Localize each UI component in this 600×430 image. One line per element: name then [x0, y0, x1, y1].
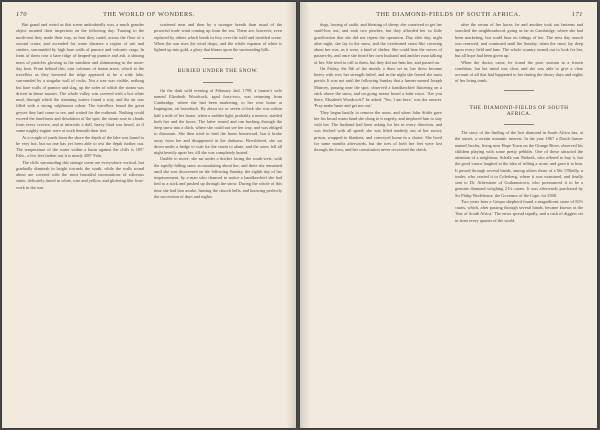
- gutter-shadow: [300, 2, 310, 428]
- paragraph: dogs, lowing of cattle, and bleating of sheep; she contrived to get her snuff-box out, and took two pinches, but they afforded her so little gratification that she did not repeat the operation. Day after day, night after night, she lay in the snow, and the overheated straw-like covering about her was, as it were, a kind of shelter. She could hear the voices of passers-by, and once she heard her own husband and another man talking of her. She tried to call to them, but they did not hear her, and passed on.: [314, 22, 442, 65]
- section-divider: [504, 90, 534, 91]
- page-number: 171: [571, 11, 583, 18]
- paragraph: On the dark wild evening of February 2nd, 1799, a farmer's wife named Elizabeth Woodcock, aged forty-two, was returning from Cambridge, where she had been marketing, to her own home at Impington, on horseback. By about six or seven o'clock she was within half a mile of her home, when a sudden light, probably a meteor, startled both her and the horse. The latter reared and ran backing through the deep snow into a ditch, where she could not see her way, and was obliged to dismount. She then tried to lead the horse homeward, but it broke away from her and disappeared in the darkness. Bewildered, she sat down under a hedge to wait for the storm to abate, and the snow fell all night heavily upon her, till she was completely buried.: [154, 87, 282, 155]
- right-page-header: [314, 11, 583, 21]
- text-column-1: [16, 22, 144, 422]
- section-divider: [504, 124, 534, 125]
- page-number: 170: [16, 11, 28, 18]
- paragraph: The cliffs surrounding this strange scene are everywhere vertical, but gradually diminish in height towards the south, while the walls round about are covered with the most beautiful incrustations of siliceous sinter, delicately tinted in white, rose and yellow, and glittering like frost-work in the sun.: [16, 159, 144, 190]
- section-divider: [203, 82, 233, 83]
- section-title-line: THE DIAMOND-FIELDS OF SOUTH: [469, 104, 569, 111]
- section-title: BURIED UNDER THE SNOW.: [177, 68, 259, 75]
- paragraph: But grand and weird as this scene undoubtedly was, a much grander object awaited their inspection on the following day. Turning to the north-east they made their way, as best they could, across the floor of a second crater, and ascended for some distance a region of ash and cinders, surrounded by high bare walls of pumice and volcanic crags. In front of them rose a bare ridge of heaped-up pumice and ash, a shining mass of particles glowing in the sunshine and shimmering in the noon-day heat. From behind this, vast columns of steam arose, which to the travellers as they breasted the ridge appeared to be a wide lake, surrounded by a singular wall of rocks. Not a tree was visible, nothing but bare walls of pumice and slag, up the sides of which the steam was driven in dense masses. The whole valley was covered with a hot white mud, through which the steaming waters found a way, and the air was filled with a strong sulphurous odour. The travellers found the great geyser they had come to see, and waited for the outbreak. Nothing could exceed the loneliness and desolation of the spot; the steam rose in clouds from every crevice, and at intervals a dull, heavy thud was heard, as if some mighty engine were at work beneath their feet.: [16, 22, 144, 134]
- paragraph: They began hastily to remove the snow, and when John Stittle gave her his broad warm hand she clung to it eagerly, and implored him to stay with her. The husband had been asking for her in every direction, and was fetched with all speed; she was lifted tenderly out of her snowy prison, wrapped in blankets, and conveyed home in a chaise. She lived for some months afterwards, but the toes of both her feet were lost through the frost, and her constitution never recovered the shock.: [314, 109, 442, 152]
- paragraph: scattered near and then by a stronger breath than usual of the powerful trade wind coming up from the sea. These are, however, even replaced by others which break in fury over the wild and troubled scene. When the sun rises the wind drops, and the whole expanse of white is lighted up into gold, a glory that blazes upon the surrounding hills.: [154, 22, 282, 52]
- right-page: [300, 2, 597, 428]
- paragraph: The story of the finding of the first diamond in South Africa has, at the outset, a certain romantic interest. In the year 1867 a Dutch farmer named Jacobs, living near Hope Town on the Orange River, observed his children playing with some pretty pebbles. One of these attracted the attention of a neighbour, Schalk van Niekerk, who offered to buy it, but the good vrouw laughed at the idea of selling a stone, and gave it to him. It passed through several hands, among others those of a Mr. O'Reilly, a trader, who carried it to Colesberg, where it was examined, and finally sent to Dr. Atherstone of Grahamstown, who pronounced it to be a genuine diamond weighing 21¼ carats. It was afterwards purchased by Sir Philip Wodehouse, the Governor of the Cape, for £500.: [455, 130, 583, 198]
- section-title-line: AFRICA.: [506, 110, 532, 117]
- paragraph: When the doctor came, he found the poor woman in a frozen condition, but her mind was clear, and she was able to give a clear account of all that had happened to her during the dreary days and nights of her living tomb.: [455, 59, 583, 84]
- section-divider: [203, 58, 233, 59]
- paragraph: Unable to move, she sat under a thicket facing the south-west, with the rapidly-falling snow accumulating about her; and there she remained until she was discovered on the following Sunday, the eighth day of her imprisonment, by a man who chanced to notice a handkerchief she had tied to a stick and pushed up through the snow. During the whole of this time she had lain awake, hearing the church bells, and knowing perfectly the succession of days and nights.: [154, 156, 282, 199]
- running-head: THE DIAMOND-FIELDS OF SOUTH AFRICA.: [376, 11, 521, 18]
- gutter-shadow: [286, 2, 296, 428]
- paragraph: after the return of her horse, he and another took out lanterns and searched the neighbourhood, going as far as Cambridge, where she had been marketing, but could hear no tidings of her. The next day search was renewed, and continued until the Sunday, when the snow lay deep upon every field and lane. The whole country turned out to look for her, but all hope had been given up.: [455, 22, 583, 59]
- text-column-2: [154, 22, 282, 422]
- paragraph: At a couple of yards from the shore the depth of the lake was found to be very hot, but no one has yet been able to test the depth further out. The temperature of the water within a basin against the cliffs is 185° Fahr., a few feet farther out it is nearly 200° Fahr.: [16, 134, 144, 159]
- text-column-2: [455, 22, 583, 422]
- running-head: THE WORLD OF WONDERS.: [103, 11, 195, 18]
- paragraph: On Friday, the 8th of the month, a thaw set in; her dress became heavy with wet; her strength failed, and in the night she feared she must perish. It was not until the following Sunday that a farmer named Joseph Muncey, passing near the spot, observed a handkerchief fluttering on a stick above the snow, and on going nearer heard a faint voice. 'Are you there, Elizabeth Woodcock?' he asked. 'Yes, I am here,' was the answer. 'Pray make haste and get me out.': [314, 65, 442, 109]
- section-title: [455, 105, 583, 118]
- left-page: [2, 2, 296, 428]
- left-page-header: [16, 11, 282, 21]
- paragraph: Two years later a Griqua shepherd found a magnificent stone of 83½ carats, which, after passing through several hands, became known as the 'Star of South Africa.' The news spread rapidly, and a rush of diggers set in from every quarter of the world.: [455, 198, 583, 223]
- text-column-1: [314, 22, 442, 422]
